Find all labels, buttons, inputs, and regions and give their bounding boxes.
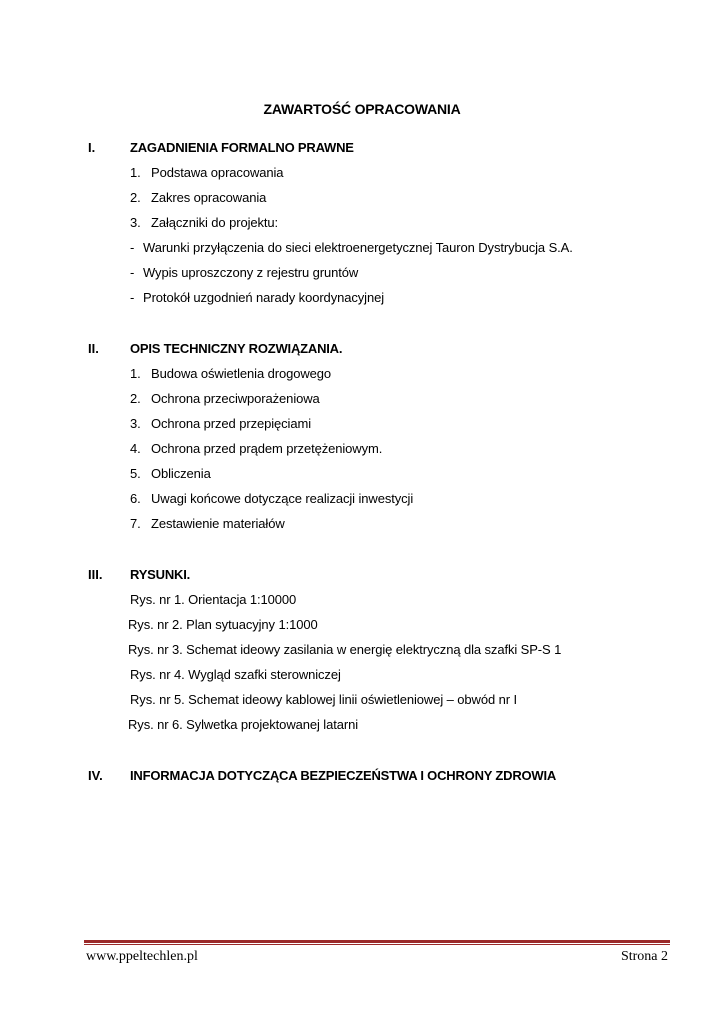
- list-item-text: Ochrona przed prądem przetężeniowym.: [151, 441, 383, 456]
- list-item: [130, 290, 384, 305]
- list-marker: 6.: [130, 491, 141, 506]
- list-marker: -: [130, 240, 135, 255]
- section-2-title: OPIS TECHNICZNY ROZWIĄZANIA.: [130, 341, 343, 356]
- section-3-number: III.: [88, 567, 103, 582]
- drawing-item: Rys. nr 3. Schemat ideowy zasilania w energię elektryczną dla szafki SP-S 1: [128, 642, 562, 657]
- list-marker: 1.: [130, 366, 141, 381]
- list-marker: 5.: [130, 466, 141, 481]
- footer-page-number: Strona 2: [620, 949, 668, 964]
- list-item-text: Uwagi końcowe dotyczące realizacji inwestycji: [151, 491, 414, 506]
- list-item: [130, 215, 278, 230]
- list-item: [130, 466, 211, 481]
- list-item: [130, 190, 266, 205]
- footer-website: www.ppeltechlen.pl: [86, 949, 198, 964]
- list-item: [130, 391, 320, 406]
- section-2-number: II.: [88, 341, 99, 356]
- list-item: [130, 366, 331, 381]
- list-item: [130, 165, 283, 180]
- list-item-text: Zestawienie materiałów: [151, 516, 285, 531]
- list-item-text: Wypis uproszczony z rejestru gruntów: [143, 265, 359, 280]
- footer-rule-thin: [84, 944, 670, 945]
- list-item: [130, 240, 573, 255]
- list-item-text: Załączniki do projektu:: [151, 215, 279, 230]
- list-item-text: Budowa oświetlenia drogowego: [151, 366, 332, 381]
- list-marker: 1.: [130, 165, 141, 180]
- drawing-item: Rys. nr 1. Orientacja 1:10000: [130, 592, 297, 607]
- document-title: ZAWARTOŚĆ OPRACOWANIA: [263, 101, 461, 117]
- list-marker: 2.: [130, 190, 141, 205]
- list-marker: -: [130, 290, 135, 305]
- list-item-text: Podstawa opracowania: [151, 165, 284, 180]
- list-item-text: Warunki przyłączenia do sieci elektroenergetycznej Tauron Dystrybucja S.A.: [143, 240, 573, 255]
- list-marker: -: [130, 265, 135, 280]
- list-item-text: Ochrona przed przepięciami: [151, 416, 311, 431]
- list-item-text: Ochrona przeciwporażeniowa: [151, 391, 320, 406]
- list-item: [130, 441, 382, 456]
- list-marker: 2.: [130, 391, 141, 406]
- list-marker: 7.: [130, 516, 141, 531]
- drawing-item: Rys. nr 2. Plan sytuacyjny 1:1000: [128, 617, 318, 632]
- drawing-item: Rys. nr 5. Schemat ideowy kablowej linii oświetleniowej – obwód nr I: [130, 692, 517, 707]
- list-marker: 4.: [130, 441, 141, 456]
- list-item: [130, 265, 358, 280]
- section-4-title: INFORMACJA DOTYCZĄCA BEZPIECZEŃSTWA I OCHRONY ZDROWIA: [130, 768, 557, 783]
- list-marker: 3.: [130, 416, 141, 431]
- section-4-number: IV.: [88, 768, 103, 783]
- list-item-text: Zakres opracowania: [151, 190, 267, 205]
- list-item: [130, 516, 285, 531]
- list-item-text: Obliczenia: [151, 466, 211, 481]
- drawing-item: Rys. nr 6. Sylwetka projektowanej latarni: [128, 717, 359, 732]
- section-3-title: RYSUNKI.: [130, 567, 191, 582]
- section-1-title: ZAGADNIENIA FORMALNO PRAWNE: [130, 140, 354, 155]
- drawing-item: Rys. nr 4. Wygląd szafki sterowniczej: [130, 667, 341, 682]
- footer-rule: [84, 940, 670, 943]
- list-item-text: Protokół uzgodnień narady koordynacyjnej: [143, 290, 384, 305]
- list-marker: 3.: [130, 215, 141, 230]
- section-1-number: I.: [88, 140, 96, 155]
- list-item: [130, 416, 311, 431]
- list-item: [130, 491, 413, 506]
